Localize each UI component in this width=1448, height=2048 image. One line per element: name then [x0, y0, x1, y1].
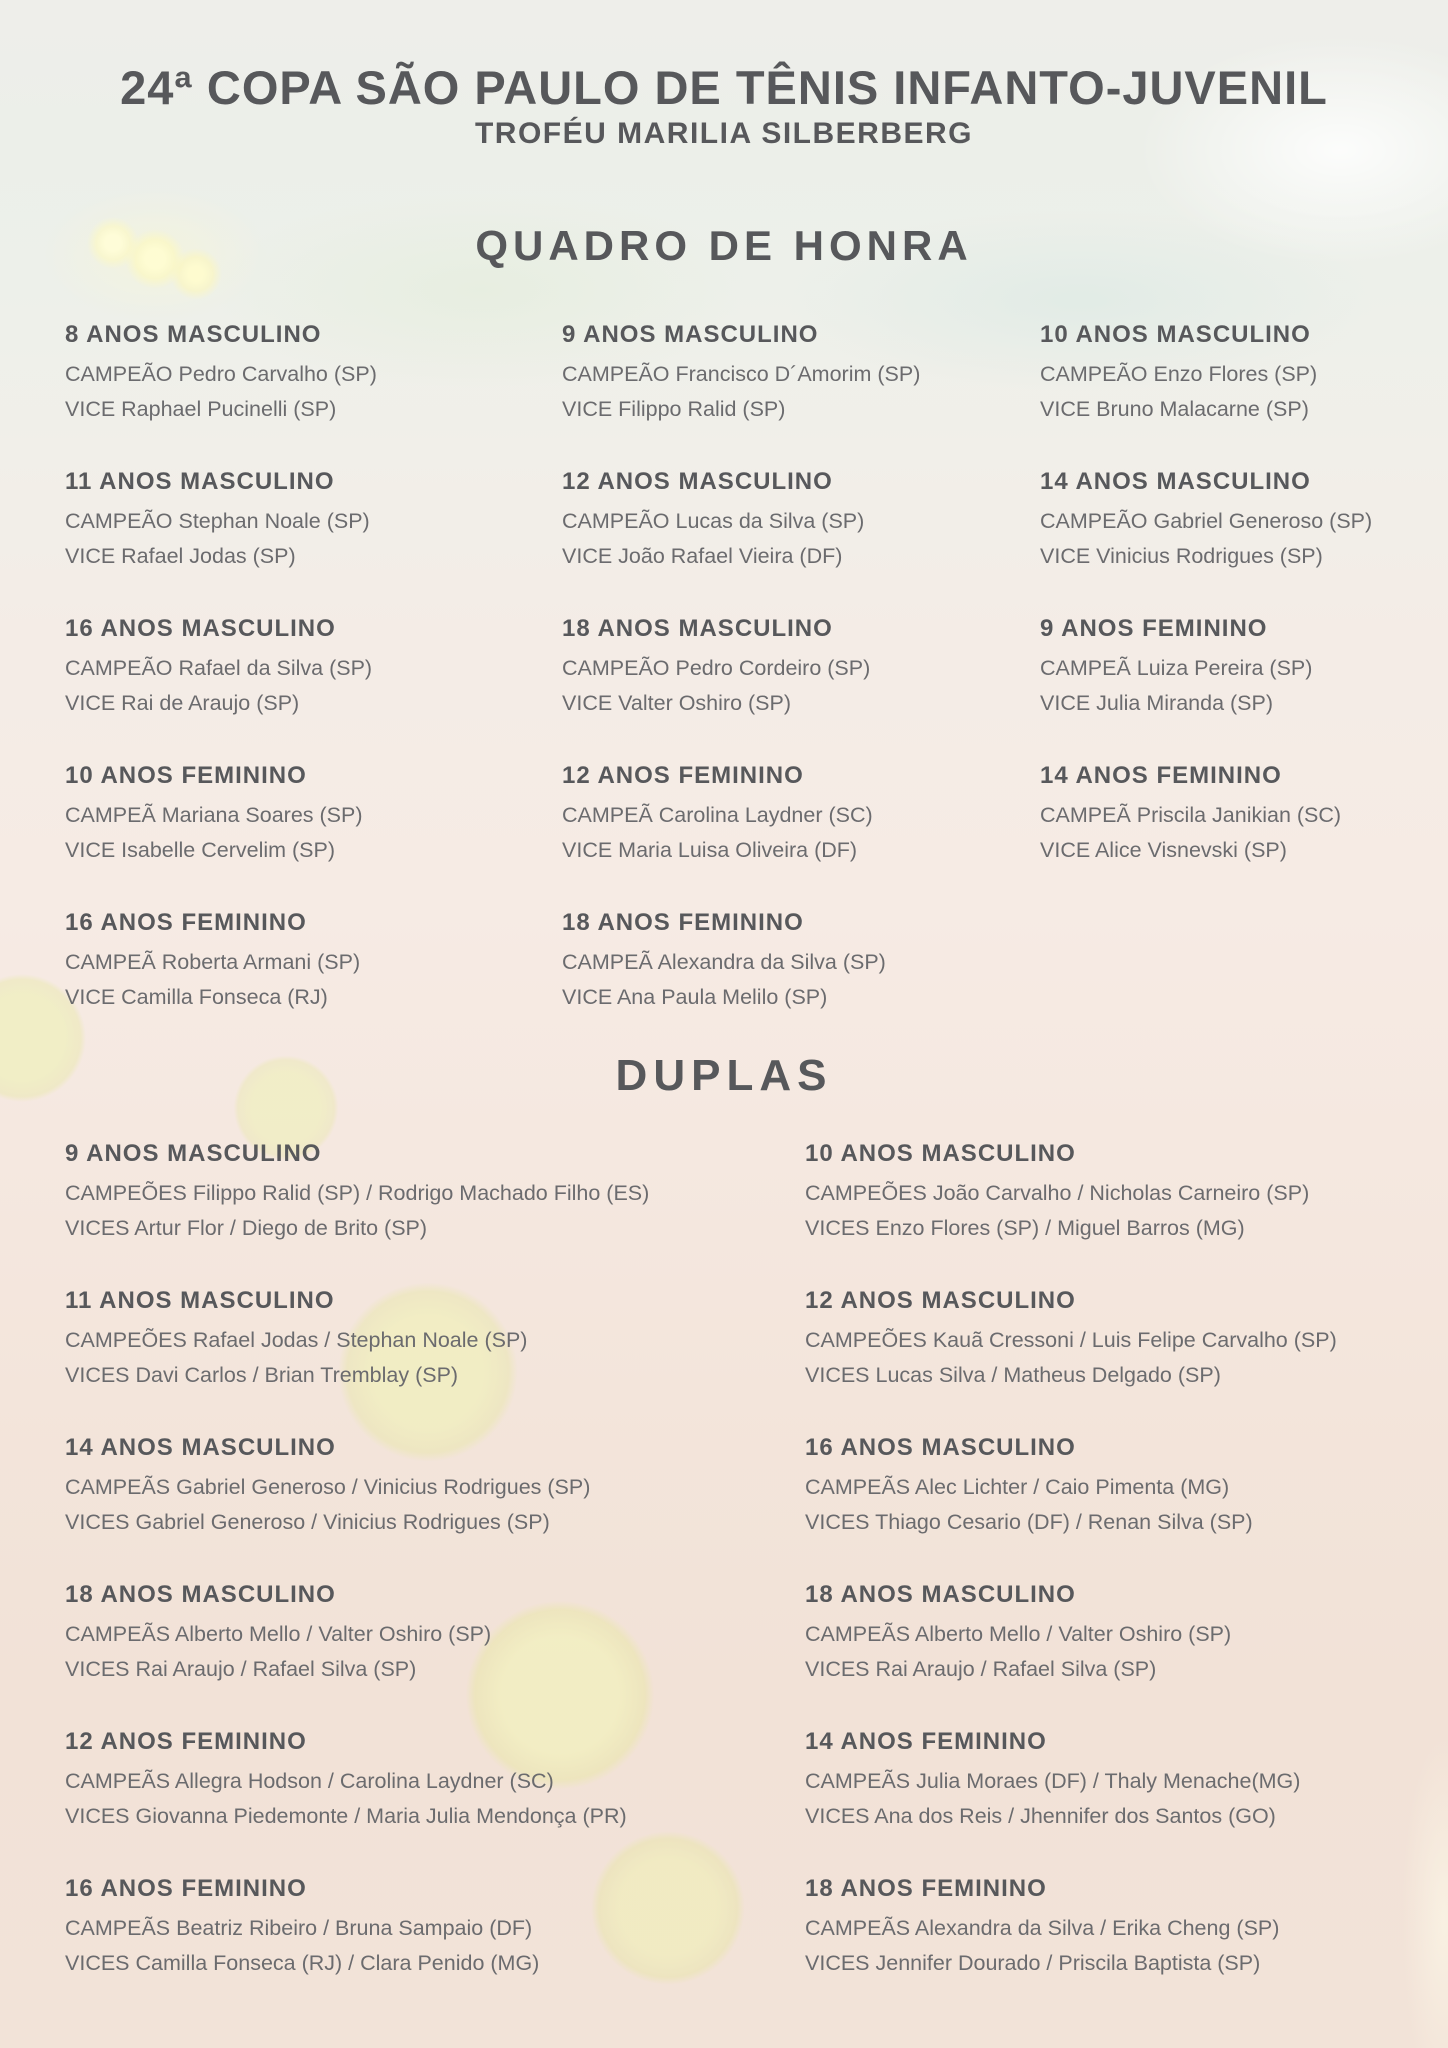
poster-subtitle: TROFÉU MARILIA SILBERBERG	[474, 117, 974, 150]
duplas-grid	[0, 1142, 1448, 1974]
category-block	[805, 1877, 1418, 1974]
champion-line: CAMPEÃS Alec Lichter / Caio Pimenta (MG)	[805, 1475, 1230, 1499]
section-quadro-de-honra	[0, 222, 1448, 1009]
category-block	[65, 617, 562, 714]
category-block	[65, 1730, 805, 1827]
section-heading-duplas: DUPLAS	[615, 1051, 833, 1100]
category-title: 16 ANOS FEMININO	[65, 1875, 307, 1902]
category-title: 18 ANOS FEMININO	[805, 1875, 1047, 1902]
category-block	[65, 1289, 805, 1386]
champion-line: CAMPEÃS Alexandra da Silva / Erika Cheng (SP)	[805, 1916, 1280, 1940]
category-title: 14 ANOS FEMININO	[1040, 762, 1282, 789]
champion-line: CAMPEÃS Beatriz Ribeiro / Bruna Sampaio (DF)	[65, 1916, 533, 1940]
category-title: 18 ANOS MASCULINO	[65, 1581, 336, 1608]
category-title: 9 ANOS FEMININO	[1040, 615, 1268, 642]
section-heading-quadro-de-honra: QUADRO DE HONRA	[475, 222, 973, 269]
vice-line: VICES Gabriel Generoso / Vinicius Rodrigues (SP)	[65, 1509, 550, 1534]
vice-line: VICE Vinicius Rodrigues (SP)	[1040, 543, 1323, 568]
champion-line: CAMPEÃS Gabriel Generoso / Vinicius Rodrigues (SP)	[65, 1475, 591, 1499]
category-title: 9 ANOS MASCULINO	[65, 1140, 322, 1167]
category-block	[562, 323, 1040, 420]
champion-line: CAMPEÃO Gabriel Generoso (SP)	[1040, 509, 1373, 533]
category-title: 11 ANOS MASCULINO	[65, 1287, 335, 1314]
vice-line: VICES Davi Carlos / Brian Tremblay (SP)	[65, 1362, 459, 1387]
category-block	[1040, 617, 1418, 714]
category-block	[562, 764, 1040, 861]
category-block	[805, 1730, 1418, 1827]
champion-line: CAMPEÃ Alexandra da Silva (SP)	[562, 950, 886, 974]
champion-line: CAMPEÃ Carolina Laydner (SC)	[562, 803, 873, 827]
category-block	[805, 1583, 1418, 1680]
category-block	[805, 1289, 1418, 1386]
category-title: 12 ANOS FEMININO	[65, 1728, 307, 1755]
category-title: 10 ANOS MASCULINO	[1040, 321, 1311, 348]
champion-line: CAMPEÃO Enzo Flores (SP)	[1040, 362, 1318, 386]
category-title: 16 ANOS MASCULINO	[65, 615, 336, 642]
vice-line: VICES Lucas Silva / Matheus Delgado (SP)	[805, 1362, 1221, 1387]
category-block	[65, 1436, 805, 1533]
champion-line: CAMPEÕES Filippo Ralid (SP) / Rodrigo Machado Filho (ES)	[65, 1181, 650, 1205]
vice-line: VICE Filippo Ralid (SP)	[562, 396, 786, 421]
category-block	[562, 470, 1040, 567]
vice-line: VICES Giovanna Piedemonte / Maria Julia Mendonça (PR)	[65, 1803, 627, 1828]
category-block	[65, 323, 562, 420]
category-title: 12 ANOS FEMININO	[562, 762, 804, 789]
vice-line: VICE Julia Miranda (SP)	[1040, 690, 1273, 715]
vice-line: VICES Ana dos Reis / Jhennifer dos Santos (GO)	[805, 1803, 1276, 1828]
vice-line: VICE Alice Visnevski (SP)	[1040, 837, 1287, 862]
category-title: 14 ANOS MASCULINO	[1040, 468, 1311, 495]
champion-line: CAMPEÃO Stephan Noale (SP)	[65, 509, 370, 533]
vice-line: VICES Rai Araujo / Rafael Silva (SP)	[805, 1656, 1157, 1681]
vice-line: VICE Valter Oshiro (SP)	[562, 690, 791, 715]
category-block	[1040, 764, 1418, 861]
quadro-de-honra-grid	[0, 323, 1448, 1008]
vice-line: VICE Isabelle Cervelim (SP)	[65, 837, 336, 862]
category-title: 16 ANOS MASCULINO	[805, 1434, 1076, 1461]
vice-line: VICE Ana Paula Melilo (SP)	[562, 984, 828, 1009]
category-block	[805, 1436, 1418, 1533]
category-title: 14 ANOS FEMININO	[805, 1728, 1047, 1755]
champion-line: CAMPEÃO Rafael da Silva (SP)	[65, 656, 373, 680]
category-title: 9 ANOS MASCULINO	[562, 321, 819, 348]
vice-line: VICE Rai de Araujo (SP)	[65, 690, 300, 715]
category-block	[805, 1142, 1418, 1239]
vice-line: VICE Rafael Jodas (SP)	[65, 543, 296, 568]
category-title: 10 ANOS FEMININO	[65, 762, 307, 789]
champion-line: CAMPEÃ Mariana Soares (SP)	[65, 803, 363, 827]
vice-line: VICE Maria Luisa Oliveira (DF)	[562, 837, 858, 862]
champion-line: CAMPEÃO Pedro Cordeiro (SP)	[562, 656, 871, 680]
category-block	[65, 764, 562, 861]
vice-line: VICE Bruno Malacarne (SP)	[1040, 396, 1309, 421]
vice-line: VICE Raphael Pucinelli (SP)	[65, 396, 337, 421]
category-block	[65, 911, 562, 1008]
vice-line: VICES Camilla Fonseca (RJ) / Clara Penido (MG)	[65, 1950, 540, 1975]
champion-line: CAMPEÃO Lucas da Silva (SP)	[562, 509, 865, 533]
category-title: 12 ANOS MASCULINO	[562, 468, 833, 495]
category-block	[1040, 470, 1418, 567]
category-block	[65, 470, 562, 567]
poster-header	[0, 61, 1448, 150]
category-block	[65, 1142, 805, 1239]
champion-line: CAMPEÕES João Carvalho / Nicholas Carneiro (SP)	[805, 1181, 1310, 1205]
champion-line: CAMPEÕES Kauã Cressoni / Luis Felipe Carvalho (SP)	[805, 1328, 1337, 1352]
champion-line: CAMPEÃ Priscila Janikian (SC)	[1040, 803, 1342, 827]
category-block	[562, 617, 1040, 714]
category-title: 16 ANOS FEMININO	[65, 909, 307, 936]
vice-line: VICES Artur Flor / Diego de Brito (SP)	[65, 1215, 428, 1240]
champion-line: CAMPEÃO Pedro Carvalho (SP)	[65, 362, 377, 386]
category-title: 18 ANOS FEMININO	[562, 909, 804, 936]
category-title: 8 ANOS MASCULINO	[65, 321, 322, 348]
category-title: 11 ANOS MASCULINO	[65, 468, 335, 495]
champion-line: CAMPEÕES Rafael Jodas / Stephan Noale (SP)	[65, 1328, 528, 1352]
category-block	[562, 911, 1040, 1008]
vice-line: VICES Thiago Cesario (DF) / Renan Silva (SP)	[805, 1509, 1253, 1534]
category-title: 12 ANOS MASCULINO	[805, 1287, 1076, 1314]
section-duplas	[0, 1051, 1448, 1975]
vice-line: VICE Camilla Fonseca (RJ)	[65, 984, 328, 1009]
champion-line: CAMPEÃ Luiza Pereira (SP)	[1040, 656, 1313, 680]
vice-line: VICES Rai Araujo / Rafael Silva (SP)	[65, 1656, 417, 1681]
category-title: 18 ANOS MASCULINO	[562, 615, 833, 642]
category-block	[65, 1583, 805, 1680]
champion-line: CAMPEÃS Alberto Mello / Valter Oshiro (SP)	[805, 1622, 1232, 1646]
category-title: 10 ANOS MASCULINO	[805, 1140, 1076, 1167]
champion-line: CAMPEÃO Francisco D´Amorim (SP)	[562, 362, 921, 386]
champion-line: CAMPEÃS Julia Moraes (DF) / Thaly Menache(MG)	[805, 1769, 1301, 1793]
champion-line: CAMPEÃS Allegra Hodson / Carolina Laydner (SC)	[65, 1769, 554, 1793]
vice-line: VICES Jennifer Dourado / Priscila Baptista (SP)	[805, 1950, 1261, 1975]
category-block	[1040, 323, 1418, 420]
category-title: 18 ANOS MASCULINO	[805, 1581, 1076, 1608]
champion-line: CAMPEÃ Roberta Armani (SP)	[65, 950, 361, 974]
champion-line: CAMPEÃS Alberto Mello / Valter Oshiro (SP)	[65, 1622, 492, 1646]
vice-line: VICE João Rafael Vieira (DF)	[562, 543, 843, 568]
category-title: 14 ANOS MASCULINO	[65, 1434, 336, 1461]
vice-line: VICES Enzo Flores (SP) / Miguel Barros (MG)	[805, 1215, 1245, 1240]
category-block	[65, 1877, 805, 1974]
poster-title: 24ª COPA SÃO PAULO DE TÊNIS INFANTO-JUVENIL	[120, 61, 1328, 114]
